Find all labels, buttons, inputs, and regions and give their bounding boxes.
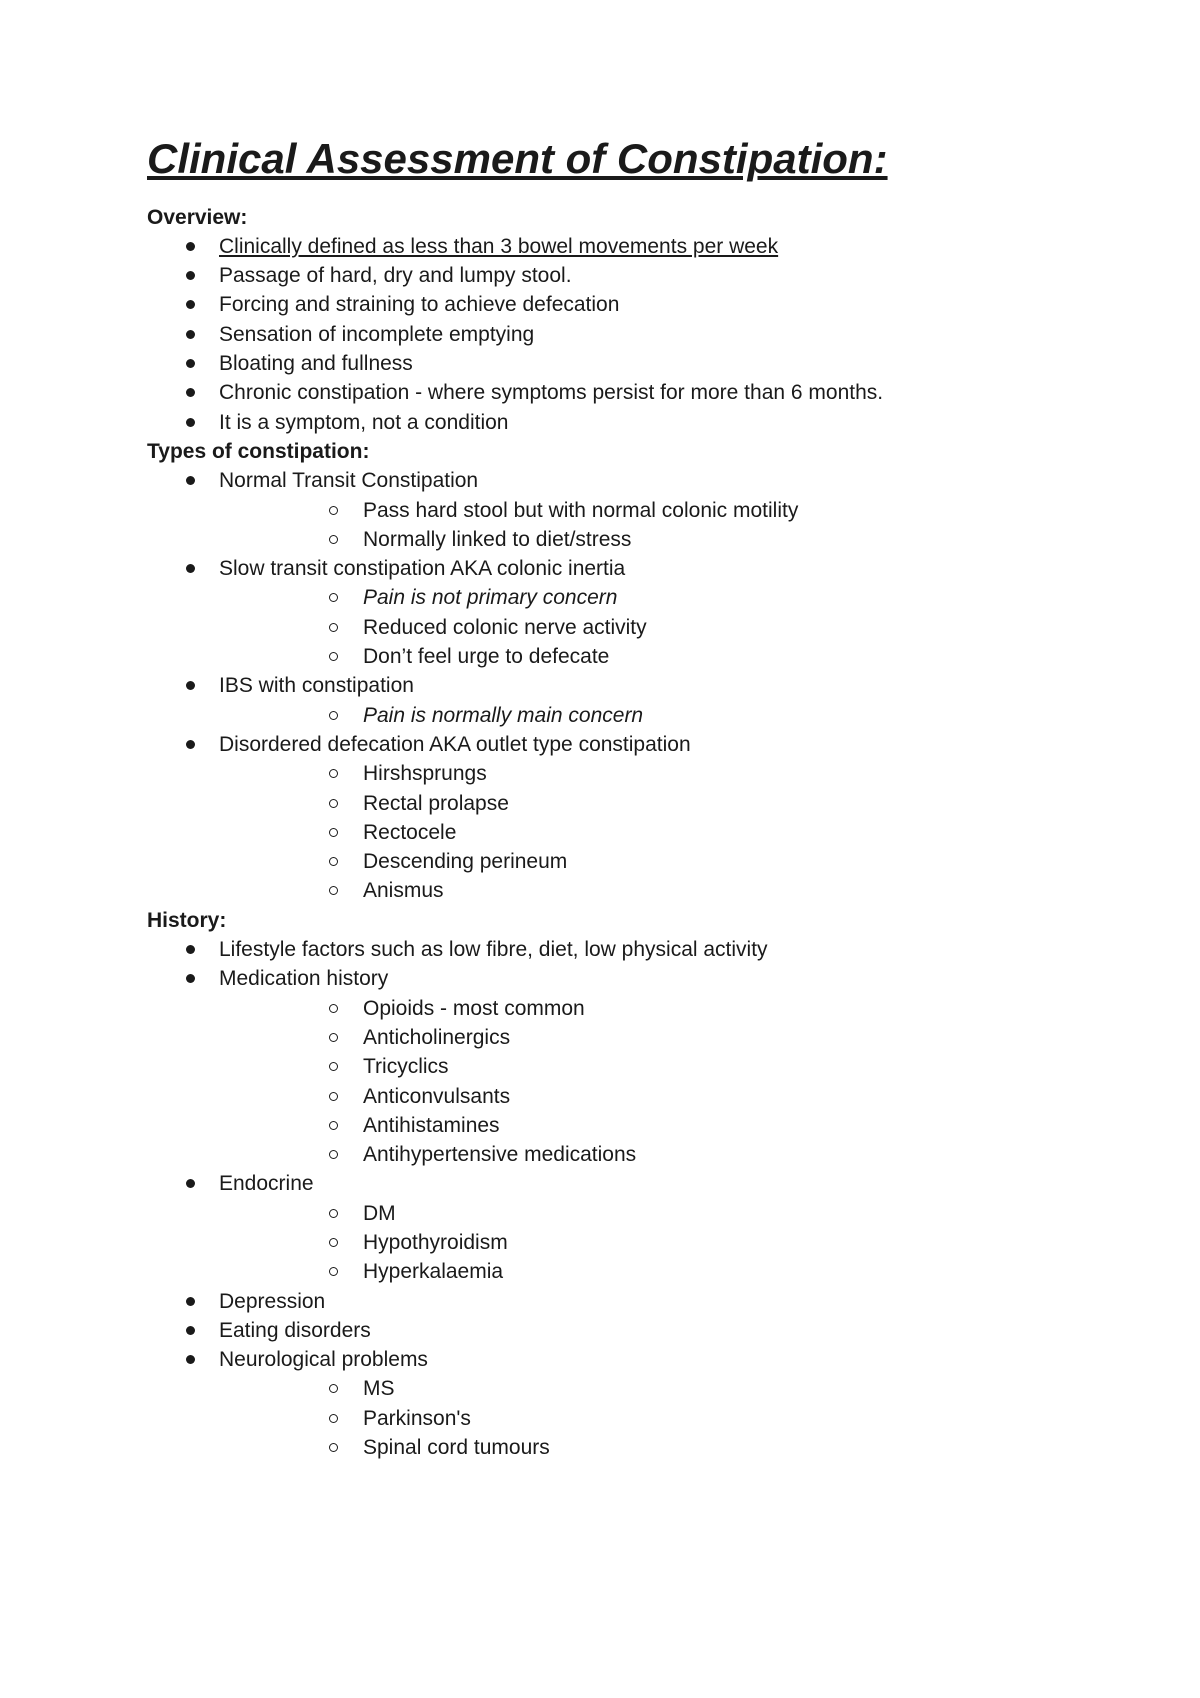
sub-list-item-text: Opioids - most common [363,996,585,1020]
hollow-bullet-icon [329,828,338,837]
filled-bullet-icon [186,945,195,954]
sub-list-item [219,583,1107,612]
list-item-text: Sensation of incomplete emptying [219,322,535,346]
list-item-text: Disordered defecation AKA outlet type constipation [219,732,691,756]
hollow-bullet-icon [329,1238,338,1247]
list-item-text: Slow transit constipation AKA colonic inertia [219,557,626,581]
hollow-bullet-icon [329,1062,338,1071]
list-item [147,290,1107,319]
list-item [147,964,1107,1169]
sub-list-item [219,1111,1107,1140]
list-item-text: It is a symptom, not a condition [219,410,509,434]
sub-list-item [219,496,1107,525]
filled-bullet-icon [186,242,195,251]
sub-list-item-text: DM [363,1201,396,1225]
list-item-text: Forcing and straining to achieve defecation [219,293,620,317]
sub-list-item [219,994,1107,1023]
sub-list-item-text: Anticonvulsants [363,1084,511,1108]
sub-bullet-list [291,701,1107,730]
list-item-text: Bloating and fullness [219,352,413,376]
sub-bullet-list [291,994,1107,1170]
section-heading: Overview: [147,205,248,229]
hollow-bullet-icon [329,711,338,720]
filled-bullet-icon [186,476,195,485]
hollow-bullet-icon [329,593,338,602]
document-title: Clinical Assessment of Constipation: [147,135,888,182]
list-item [147,935,1107,964]
list-item [147,408,1107,437]
hollow-bullet-icon [329,799,338,808]
sub-list-item-text: Normally linked to diet/stress [363,527,632,551]
list-item [147,261,1107,290]
sub-bullet-list [291,583,1107,671]
sub-list-item [219,525,1107,554]
sub-list-item-text: Antihistamines [363,1113,500,1137]
list-item [147,554,1107,671]
sub-list-item [219,847,1107,876]
list-item [147,1345,1107,1462]
filled-bullet-icon [186,418,195,427]
sub-list-item [219,1257,1107,1286]
sub-list-item-text: Reduced colonic nerve activity [363,615,647,639]
list-item [147,232,1107,261]
list-item-text: Eating disorders [219,1318,371,1342]
filled-bullet-icon [186,359,195,368]
hollow-bullet-icon [329,857,338,866]
list-item [147,349,1107,378]
sub-list-item [219,1023,1107,1052]
hollow-bullet-icon [329,769,338,778]
list-item [147,1287,1107,1316]
bullet-list [147,935,1107,1462]
sub-bullet-list [291,1199,1107,1287]
list-item-text: Lifestyle factors such as low fibre, diet, low physical activity [219,938,768,962]
sections-container [147,203,1107,1463]
sub-list-item [219,1228,1107,1257]
list-item-text: IBS with constipation [219,674,414,698]
sub-list-item-text: Anismus [363,879,444,903]
sub-list-item [219,642,1107,671]
sub-list-item-text: Antihypertensive medications [363,1143,637,1167]
hollow-bullet-icon [329,1209,338,1218]
hollow-bullet-icon [329,535,338,544]
sub-list-item-text: Spinal cord tumours [363,1436,550,1460]
filled-bullet-icon [186,388,195,397]
list-item-text: Normal Transit Constipation [219,469,479,493]
hollow-bullet-icon [329,1384,338,1393]
hollow-bullet-icon [329,1414,338,1423]
section-heading: Types of constipation: [147,439,370,463]
sub-list-item [219,1199,1107,1228]
list-item [147,466,1107,554]
list-item-text: Endocrine [219,1172,314,1196]
sub-list-item [219,1052,1107,1081]
sub-list-item [219,1404,1107,1433]
section-heading: History: [147,908,227,932]
hollow-bullet-icon [329,1443,338,1452]
filled-bullet-icon [186,564,195,573]
hollow-bullet-icon [329,1267,338,1276]
filled-bullet-icon [186,974,195,983]
filled-bullet-icon [186,1355,195,1364]
hollow-bullet-icon [329,1004,338,1013]
sub-list-item-text: Hyperkalaemia [363,1260,504,1284]
sub-list-item-text: Anticholinergics [363,1025,511,1049]
sub-list-item-text: Pass hard stool but with normal colonic motility [363,498,799,522]
list-item-text: Medication history [219,967,389,991]
sub-list-item [219,613,1107,642]
sub-list-item [219,701,1107,730]
filled-bullet-icon [186,740,195,749]
hollow-bullet-icon [329,1150,338,1159]
sub-bullet-list [291,759,1107,905]
list-item-text: Passage of hard, dry and lumpy stool. [219,264,572,288]
hollow-bullet-icon [329,886,338,895]
sub-list-item [219,1374,1107,1403]
hollow-bullet-icon [329,652,338,661]
list-item [147,1169,1107,1286]
list-item [147,378,1107,407]
filled-bullet-icon [186,681,195,690]
sub-list-item [219,759,1107,788]
sub-list-item-text: Descending perineum [363,850,568,874]
filled-bullet-icon [186,1326,195,1335]
sub-list-item-text: Rectocele [363,820,457,844]
document-content [147,135,1107,1462]
hollow-bullet-icon [329,1121,338,1130]
list-item-text: Depression [219,1289,326,1313]
sub-bullet-list [291,1374,1107,1462]
bullet-list [147,466,1107,905]
list-item-text: Chronic constipation - where symptoms persist for more than 6 months. [219,381,884,405]
list-item [147,671,1107,730]
sub-list-item-text: Pain is not primary concern [363,586,618,610]
hollow-bullet-icon [329,1092,338,1101]
filled-bullet-icon [186,300,195,309]
sub-list-item-text: MS [363,1377,395,1401]
filled-bullet-icon [186,1297,195,1306]
sub-list-item [219,1082,1107,1111]
sub-list-item-text: Don’t feel urge to defecate [363,645,610,669]
sub-list-item [219,1140,1107,1169]
filled-bullet-icon [186,271,195,280]
bullet-list [147,232,1107,437]
hollow-bullet-icon [329,623,338,632]
sub-list-item [219,818,1107,847]
hollow-bullet-icon [329,1033,338,1042]
sub-list-item [219,1433,1107,1462]
list-item [147,320,1107,349]
sub-list-item-text: Hypothyroidism [363,1230,508,1254]
list-item [147,730,1107,906]
sub-list-item-text: Hirshsprungs [363,762,487,786]
hollow-bullet-icon [329,506,338,515]
filled-bullet-icon [186,1179,195,1188]
sub-bullet-list [291,496,1107,555]
list-item-text: Clinically defined as less than 3 bowel movements per week [219,234,779,258]
sub-list-item-text: Tricyclics [363,1055,449,1079]
sub-list-item [219,876,1107,905]
list-item-text: Neurological problems [219,1348,428,1372]
filled-bullet-icon [186,330,195,339]
sub-list-item-text: Parkinson's [363,1406,471,1430]
sub-list-item [219,789,1107,818]
list-item [147,1316,1107,1345]
sub-list-item-text: Pain is normally main concern [363,703,644,727]
sub-list-item-text: Rectal prolapse [363,791,509,815]
